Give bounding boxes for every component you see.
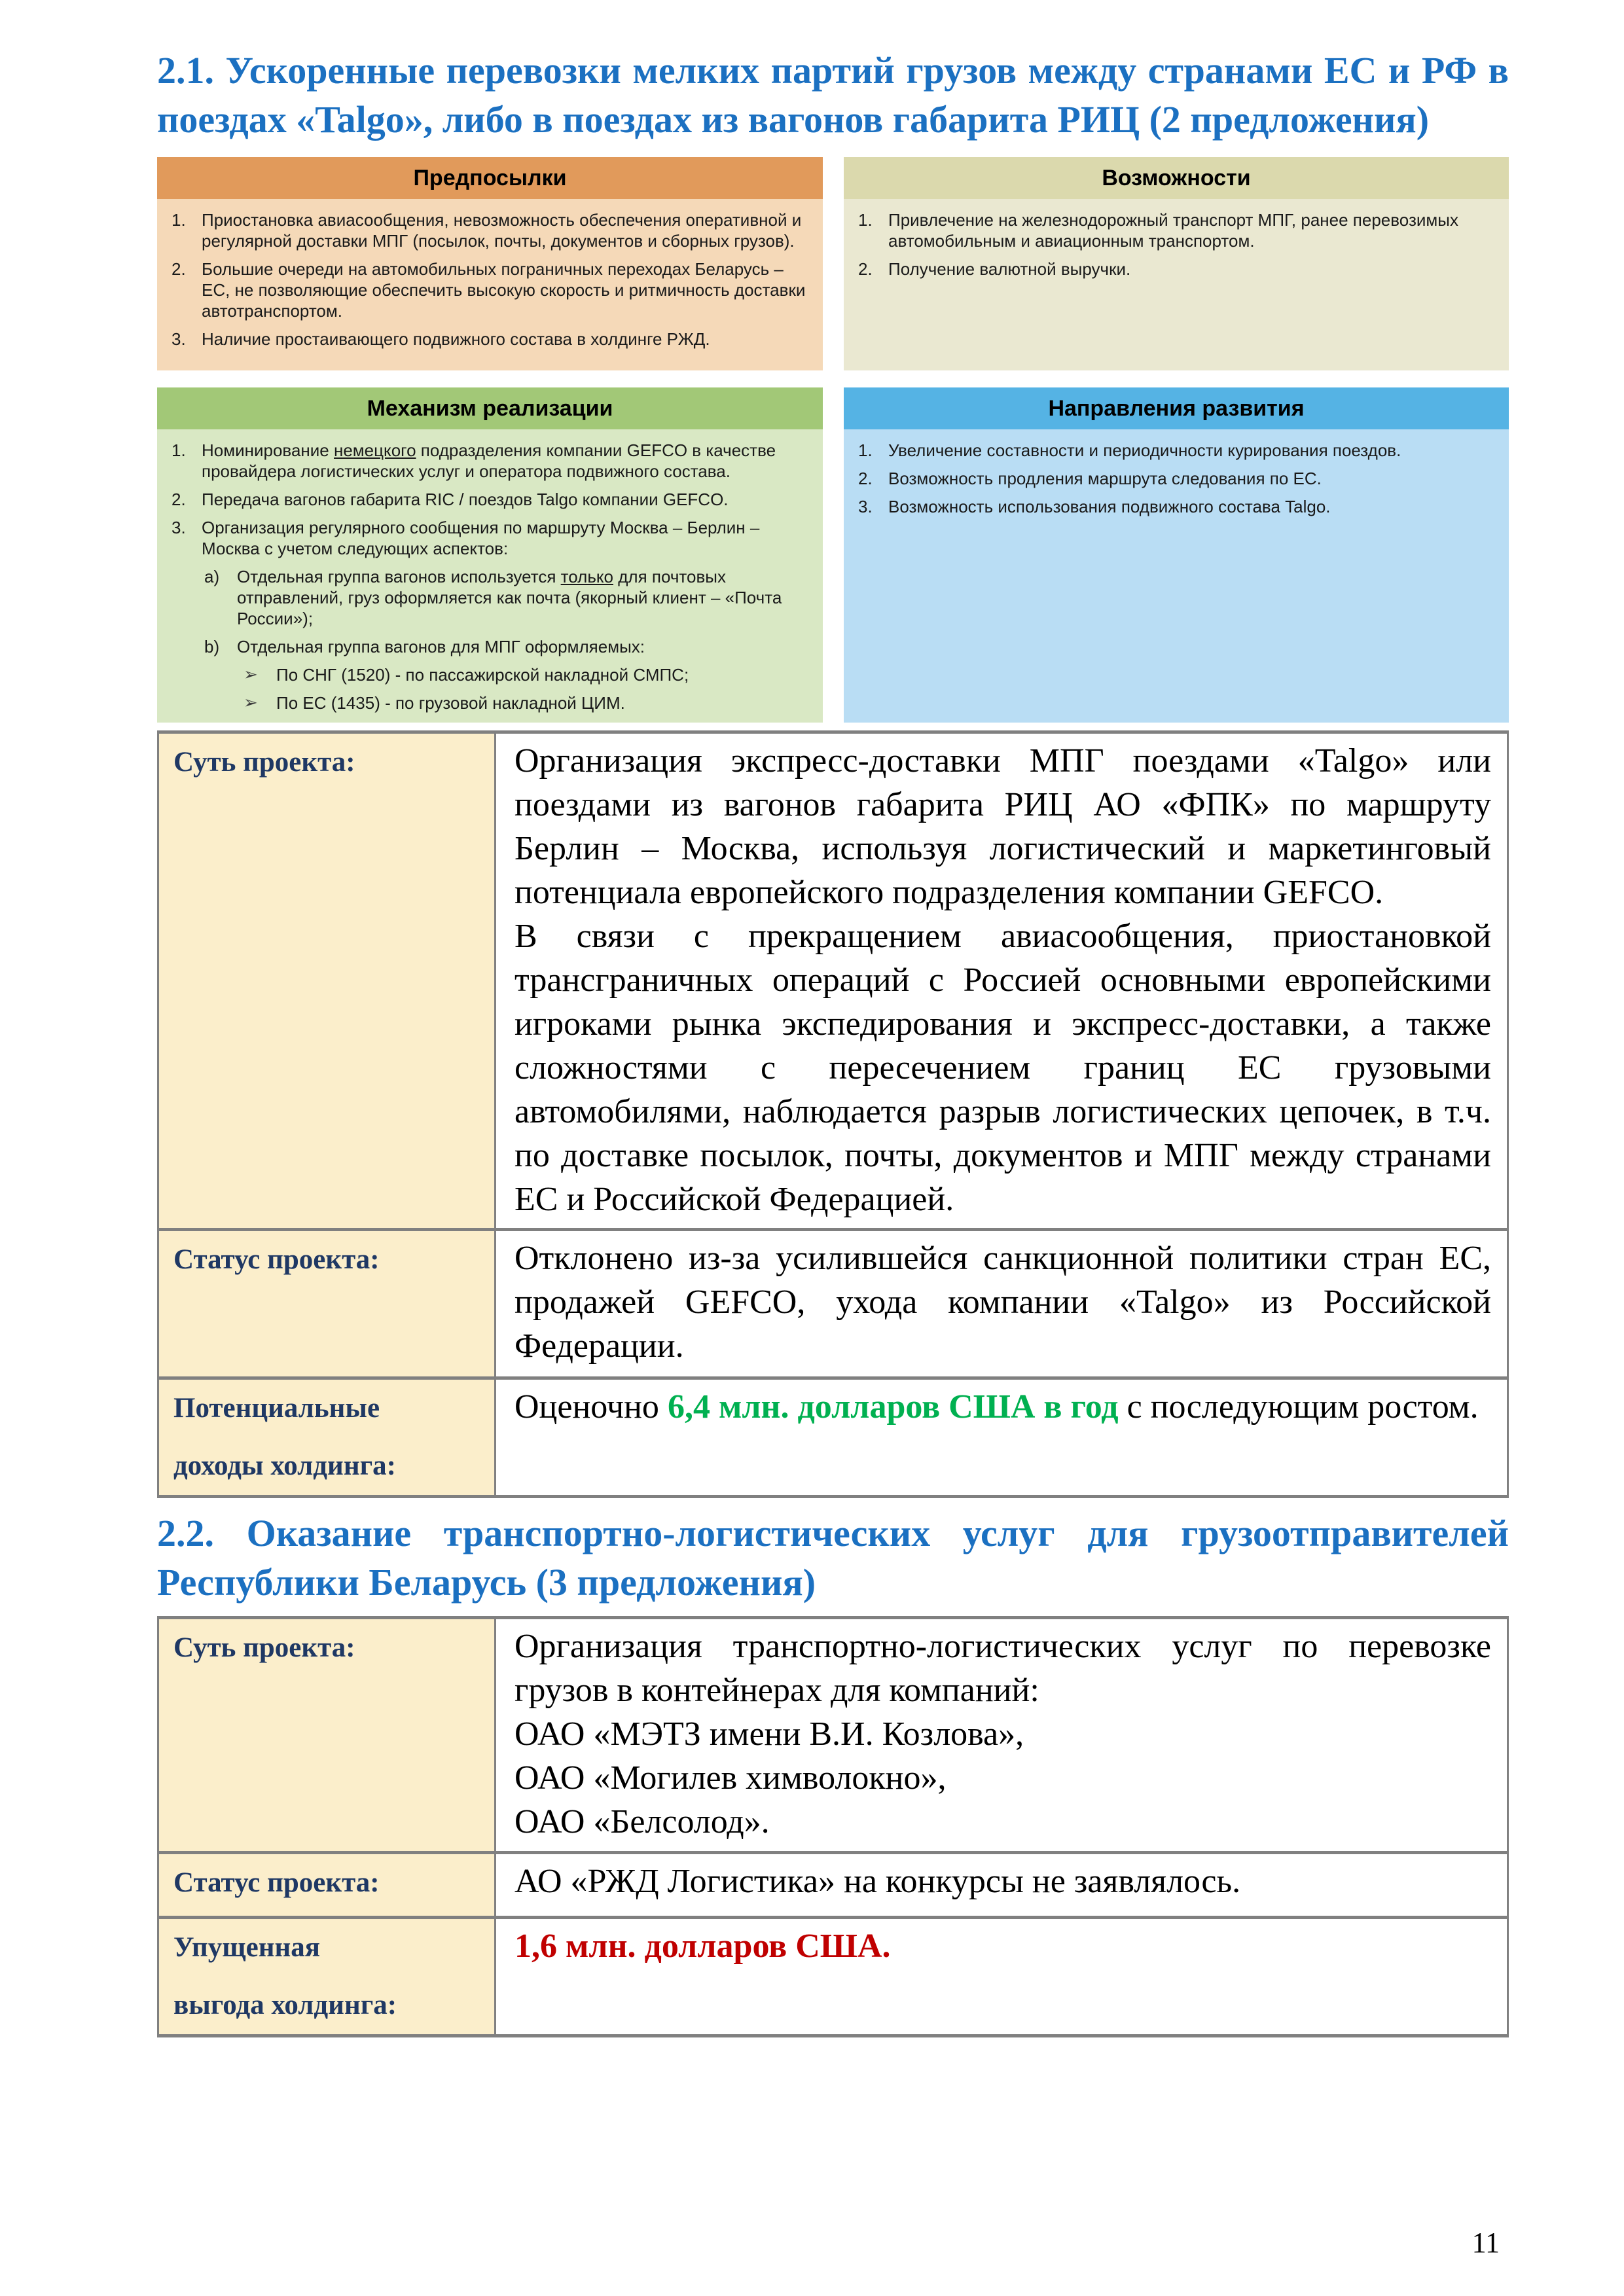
mechanism-box-header: Механизм реализации (157, 387, 823, 429)
text-segment: с последующим ростом. (1118, 1388, 1479, 1426)
loss-label-cell (158, 1918, 496, 2036)
sub-list-item (202, 636, 811, 713)
list-item-text: Передача вагонов габарита RIC / поездов Talgo компании GEFCO. (202, 490, 729, 509)
company-line: ОАО «МЭТЗ имени В.И. Козлова», (514, 1715, 1024, 1753)
underlined-text: немецкого (333, 440, 416, 460)
premises-box (157, 157, 823, 370)
list-item-text: Получение валютной выручки. (888, 259, 1131, 279)
arrow-item-text: По ЕС (1435) - по грузовой накладной ЦИМ. (276, 693, 625, 713)
list-item (852, 209, 1497, 251)
list-item-number: 3. (171, 329, 186, 349)
list-item (852, 468, 1497, 489)
essence-paragraph-2: В связи с прекращением авиасообщения, приостановкой трансграничных операций с Россией основными европейскими игроками рынка экспедирования и экспресс-доставки, а также сложностями с пересечением границ ЕС грузовыми автомобилями, наблюдается разрыв логистических цепочек, в т.ч. по доставке посылок, почты, документов и МПГ между странами ЕС и Российской Федерацией. (514, 918, 1491, 1218)
essence-paragraph-1: Организация экспресс-доставки МПГ поездами «Talgo» или поездами из вагонов габарита РИЦ АО «ФПК» по маршруту Берлин – Москва, используя логистический и маркетинговый потенциала европейского подразделения компании GEFCO. (514, 742, 1491, 911)
section-2-2-title (157, 1509, 1509, 1607)
arrow-list-item (244, 664, 811, 685)
text-segment: для почтовых отправлений, груз оформляется как почта (якорный клиент – «Почта России»); (237, 567, 782, 628)
list-item (852, 440, 1497, 461)
loss-value: 1,6 млн. долларов США. (514, 1928, 891, 1965)
sub-list-item (202, 566, 811, 629)
list-item (165, 329, 811, 350)
mechanism-box (157, 387, 823, 723)
list-item-number: 1. (171, 440, 186, 460)
page-number: 11 (1471, 2227, 1500, 2259)
row-label: Суть проекта: (173, 1632, 355, 1663)
swot-boxes (157, 157, 1509, 723)
table-row (158, 732, 1508, 1230)
sub-item-letter: b) (204, 637, 220, 656)
section-2-1-title (157, 46, 1509, 144)
table-row (158, 1378, 1508, 1497)
text-segment: Отдельная группа вагонов для МПГ оформляемых: (237, 637, 645, 656)
list-item-number: 3. (171, 518, 186, 537)
status-text: АО «РЖД Логистика» на конкурсы не заявлялось. (514, 1863, 1241, 1900)
directions-box (844, 387, 1509, 723)
project-2-1-table (157, 730, 1509, 1498)
directions-box-header: Направления развития (844, 387, 1509, 429)
section-2-1-title-line1: 2.1. Ускоренные перевозки мелких партий грузов между странами ЕС и РФ в (157, 49, 1509, 92)
arrow-list-item (244, 692, 811, 713)
essence-content-cell (496, 1618, 1508, 1853)
status-text: Отклонено из-за усилившейся санкционной политики стран ЕС, продажей GEFCO, ухода компании «Talgo» из Российской Федерации. (514, 1240, 1491, 1365)
list-item-number: 2. (858, 259, 873, 279)
list-item (165, 489, 811, 510)
row-label: Статус проекта: (173, 1244, 380, 1275)
project-2-2-table (157, 1616, 1509, 2037)
list-item-text: Наличие простаивающего подвижного состава в холдинге РЖД. (202, 329, 710, 349)
company-line: ОАО «Белсолод». (514, 1803, 770, 1840)
list-item-number: 2. (858, 469, 873, 488)
list-item (852, 259, 1497, 279)
section-2-2-title-line1: 2.2. Оказание транспортно-логистических услуг для грузоотправителей (157, 1512, 1509, 1554)
income-value: 6,4 млн. долларов США в год (667, 1388, 1119, 1426)
arrow-bullet-icon: ➢ (244, 665, 258, 685)
list-item-text: Увеличение составности и периодичности курирования поездов. (888, 440, 1401, 460)
section-2-1-title-line2: поездах «Talgo», либо в поездах из вагонов габарита РИЦ (2 предложения) (157, 98, 1430, 141)
essence-intro: Организация транспортно-логистических услуг по перевозке грузов в контейнерах для компаний: (514, 1628, 1491, 1709)
table-row (158, 1230, 1508, 1378)
mechanism-box-body (157, 429, 823, 723)
status-content-cell (496, 1230, 1508, 1378)
section-2-2-title-line2: Республики Беларусь (3 предложения) (157, 1561, 816, 1604)
list-item-text: Приостановка авиасообщения, невозможность обеспечения оперативной и регулярной доставки МПГ (посылок, почты, документов и сборных грузов). (202, 210, 802, 251)
row-label-line2: доходы холдинга: (173, 1450, 396, 1481)
essence-label-cell (158, 732, 496, 1230)
table-row (158, 1918, 1508, 2036)
arrow-bullet-icon: ➢ (244, 693, 258, 713)
list-item-number: 1. (858, 210, 873, 230)
directions-box-body (844, 429, 1509, 723)
row-label: Суть проекта: (173, 747, 355, 778)
text-segment: Организация регулярного сообщения по маршруту Москва – Берлин – Москва с учетом следующих аспектов: (202, 518, 760, 558)
income-label-cell (158, 1378, 496, 1497)
status-content-cell (496, 1853, 1508, 1918)
list-item-text: Возможность продления маршрута следования по ЕС. (888, 469, 1322, 488)
arrow-item-text: По СНГ (1520) - по пассажирской накладной СМПС; (276, 665, 689, 685)
text-segment: Отдельная группа вагонов используется (237, 567, 561, 586)
row-label: Статус проекта: (173, 1867, 380, 1898)
essence-label-cell (158, 1618, 496, 1853)
list-item (165, 259, 811, 321)
list-item-number: 2. (171, 259, 186, 279)
sub-item-text (237, 636, 811, 713)
list-item (165, 209, 811, 251)
text-segment: Оценочно (514, 1388, 668, 1426)
premises-box-header: Предпосылки (157, 157, 823, 199)
sub-item-letter: a) (204, 567, 220, 586)
list-item-number: 1. (858, 440, 873, 460)
list-item-number: 2. (171, 490, 186, 509)
list-item-text (202, 517, 811, 713)
text-segment: подразделения компании GEFCO в качестве провайдера логистических услуг и оператора подвижного состава. (202, 440, 776, 481)
list-item-text: Возможность использования подвижного состава Talgo. (888, 497, 1331, 516)
opportunities-box-body (844, 199, 1509, 370)
status-label-cell (158, 1230, 496, 1378)
table-row (158, 1618, 1508, 1853)
list-item-text: Большие очереди на автомобильных пограничных переходах Беларусь – ЕС, не позволяющие обеспечить высокую скорость и ритмичность доставки автотранспортом. (202, 259, 806, 321)
row-label-line1: Потенциальные (173, 1393, 380, 1424)
table-row (158, 1853, 1508, 1918)
list-item (165, 440, 811, 482)
premises-box-body (157, 199, 823, 370)
list-item-number: 3. (858, 497, 873, 516)
sub-item-text (237, 566, 811, 629)
list-item (165, 517, 811, 713)
income-content-cell (496, 1378, 1508, 1497)
list-item-number: 1. (171, 210, 186, 230)
underlined-text: только (560, 567, 613, 586)
list-item (852, 496, 1497, 517)
row-label-line1: Упущенная (173, 1932, 321, 1963)
opportunities-box (844, 157, 1509, 370)
list-item-text (202, 440, 811, 482)
company-line: ОАО «Могилев химволокно», (514, 1759, 947, 1797)
essence-content-cell (496, 732, 1508, 1230)
row-label-line2: выгода холдинга: (173, 1990, 397, 2020)
status-label-cell (158, 1853, 496, 1918)
loss-content-cell (496, 1918, 1508, 2036)
text-segment: Номинирование (202, 440, 334, 460)
income-text (514, 1385, 1491, 1429)
opportunities-box-header: Возможности (844, 157, 1509, 199)
list-item-text: Привлечение на железнодорожный транспорт МПГ, ранее перевозимых автомобильным и авиационным транспортом. (888, 210, 1458, 251)
